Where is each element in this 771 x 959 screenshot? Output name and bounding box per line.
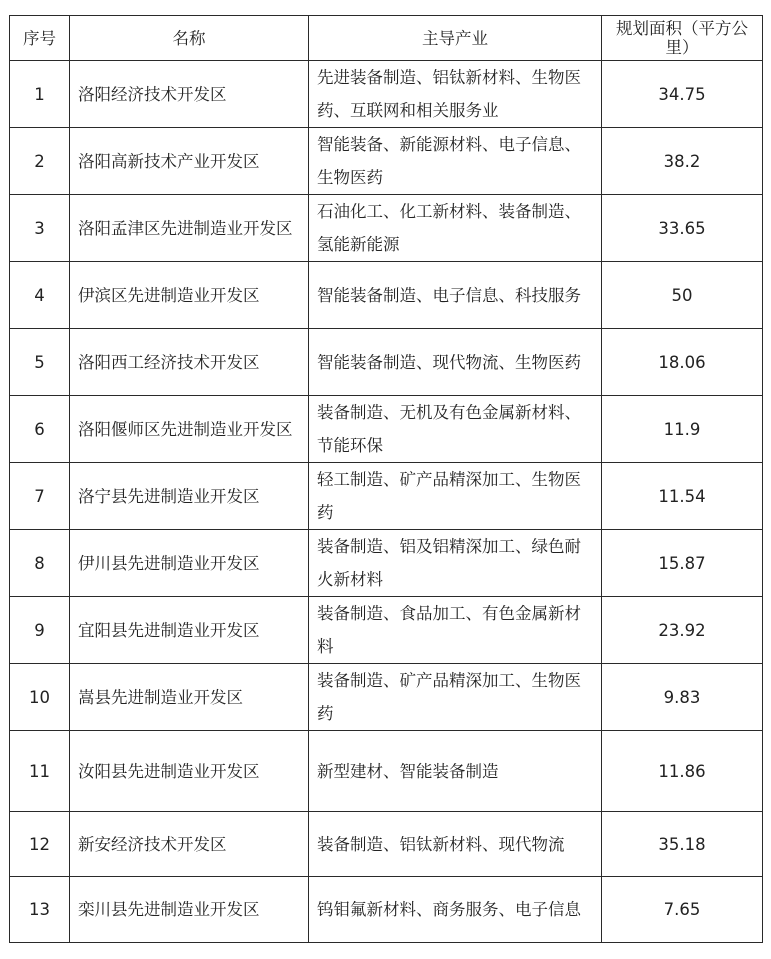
cell-leading-industry: 智能装备、新能源材料、电子信息、生物医药 [309,128,602,195]
table-row [10,61,763,128]
table-row [10,530,763,597]
cell-planned-area: 11.86 [602,731,763,812]
table-row [10,329,763,396]
cell-planned-area: 11.54 [602,463,763,530]
cell-leading-industry: 装备制造、食品加工、有色金属新材料 [309,597,602,664]
header-serial-number: 序号 [10,16,70,61]
cell-planned-area: 35.18 [602,812,763,877]
header-name: 名称 [70,16,309,61]
cell-serial-number: 9 [10,597,70,664]
cell-planned-area: 11.9 [602,396,763,463]
table-row [10,128,763,195]
cell-leading-industry: 装备制造、无机及有色金属新材料、节能环保 [309,396,602,463]
cell-planned-area: 33.65 [602,195,763,262]
table-row [10,877,763,943]
cell-zone-name: 伊滨区先进制造业开发区 [70,262,309,329]
header-leading-industry: 主导产业 [309,16,602,61]
cell-zone-name: 洛阳西工经济技术开发区 [70,329,309,396]
cell-zone-name: 汝阳县先进制造业开发区 [70,731,309,812]
cell-leading-industry: 装备制造、矿产品精深加工、生物医药 [309,664,602,731]
cell-leading-industry: 轻工制造、矿产品精深加工、生物医药 [309,463,602,530]
header-planned-area: 规划面积（平方公里） [602,16,763,61]
cell-zone-name: 洛阳孟津区先进制造业开发区 [70,195,309,262]
table-row [10,195,763,262]
cell-planned-area: 9.83 [602,664,763,731]
cell-leading-industry: 钨钼氟新材料、商务服务、电子信息 [309,877,602,943]
cell-zone-name: 伊川县先进制造业开发区 [70,530,309,597]
cell-serial-number: 11 [10,731,70,812]
cell-planned-area: 50 [602,262,763,329]
cell-leading-industry: 新型建材、智能装备制造 [309,731,602,812]
cell-serial-number: 4 [10,262,70,329]
table-row [10,262,763,329]
cell-zone-name: 洛阳偃师区先进制造业开发区 [70,396,309,463]
cell-planned-area: 7.65 [602,877,763,943]
cell-serial-number: 10 [10,664,70,731]
cell-zone-name: 新安经济技术开发区 [70,812,309,877]
cell-serial-number: 7 [10,463,70,530]
cell-zone-name: 洛阳经济技术开发区 [70,61,309,128]
cell-leading-industry: 石油化工、化工新材料、装备制造、氢能新能源 [309,195,602,262]
cell-planned-area: 18.06 [602,329,763,396]
cell-zone-name: 栾川县先进制造业开发区 [70,877,309,943]
cell-serial-number: 13 [10,877,70,943]
cell-planned-area: 23.92 [602,597,763,664]
table-row [10,731,763,812]
table-header-row [10,16,763,61]
cell-serial-number: 1 [10,61,70,128]
cell-zone-name: 洛宁县先进制造业开发区 [70,463,309,530]
cell-zone-name: 嵩县先进制造业开发区 [70,664,309,731]
cell-leading-industry: 装备制造、铝及铝精深加工、绿色耐火新材料 [309,530,602,597]
cell-leading-industry: 智能装备制造、电子信息、科技服务 [309,262,602,329]
cell-leading-industry: 装备制造、铝钛新材料、现代物流 [309,812,602,877]
cell-serial-number: 6 [10,396,70,463]
cell-serial-number: 5 [10,329,70,396]
cell-serial-number: 3 [10,195,70,262]
development-zones-table [9,15,763,943]
cell-leading-industry: 智能装备制造、现代物流、生物医药 [309,329,602,396]
table-row [10,597,763,664]
table-row [10,396,763,463]
cell-zone-name: 洛阳高新技术产业开发区 [70,128,309,195]
table-row [10,812,763,877]
cell-planned-area: 38.2 [602,128,763,195]
cell-leading-industry: 先进装备制造、铝钛新材料、生物医药、互联网和相关服务业 [309,61,602,128]
cell-serial-number: 2 [10,128,70,195]
table-row [10,463,763,530]
cell-planned-area: 15.87 [602,530,763,597]
cell-zone-name: 宜阳县先进制造业开发区 [70,597,309,664]
cell-planned-area: 34.75 [602,61,763,128]
cell-serial-number: 12 [10,812,70,877]
cell-serial-number: 8 [10,530,70,597]
table-row [10,664,763,731]
